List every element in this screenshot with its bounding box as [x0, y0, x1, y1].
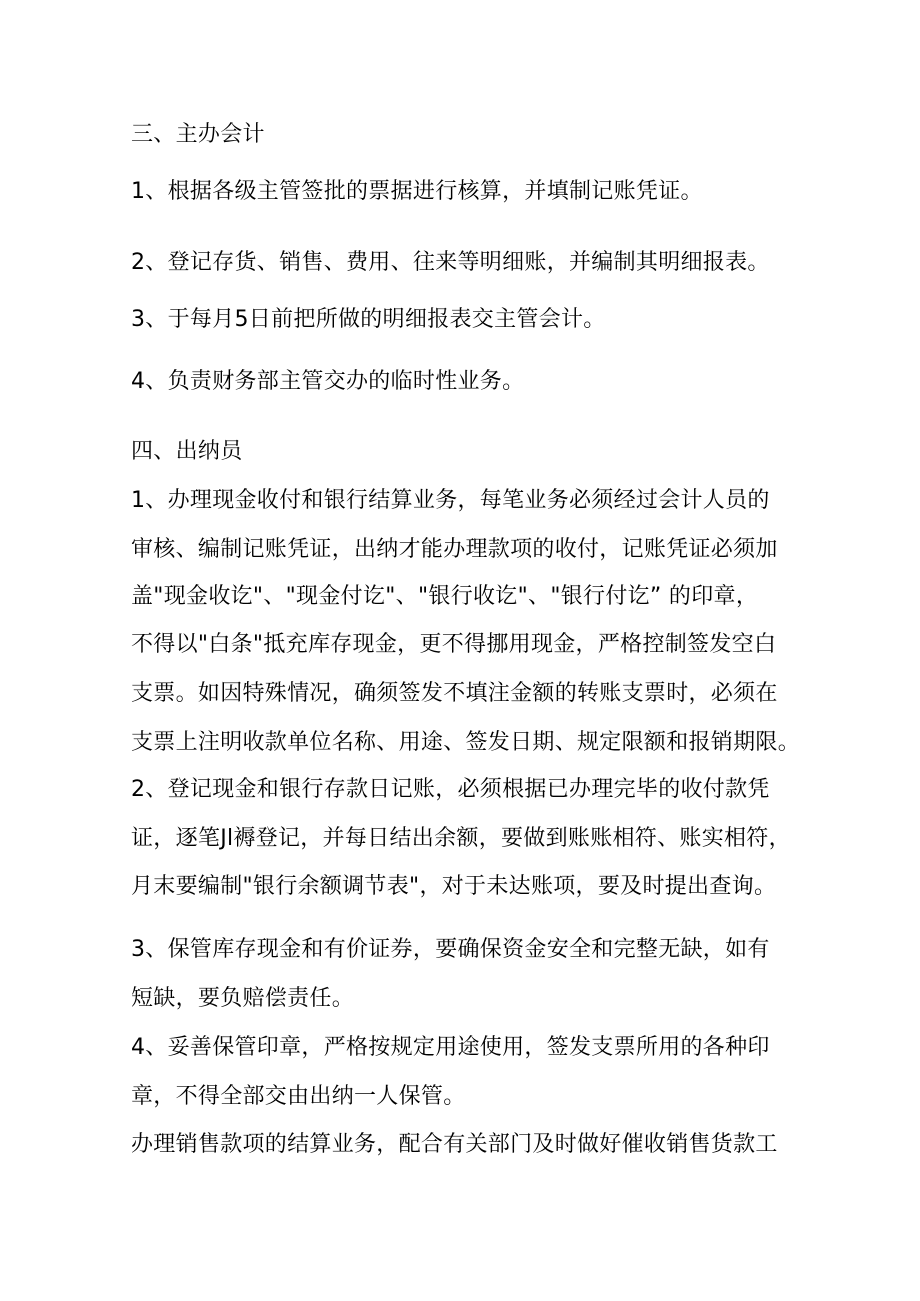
- section4-item1-line: 盖"现金收讫"、"现金付讫"、"银行收讫"、"银行付讫” 的印章，: [131, 584, 759, 609]
- section3-item-2: 2、登记存货、销售、费用、往来等明细账，并编制其明细报表。: [131, 250, 770, 275]
- section4-item2-line: 月末要编制"银行余额调节表"，对于未达账项，要及时提出查询。: [131, 874, 777, 899]
- section3-item-4: 4、负责财务部主管交办的临时性业务。: [131, 369, 525, 394]
- section4-item3-line: 短缺，要负赔偿责任。: [131, 986, 355, 1011]
- section4-item2-line: 2、登记现金和银行存款日记账，必须根据已办理完毕的收付款凭: [131, 777, 770, 802]
- section4-item1-line: 支票。如因特殊情况，确须签发不填注金额的转账支票时，必须在: [131, 681, 778, 706]
- section3-heading: 三、主办会计: [131, 122, 265, 147]
- section4-item4-line: 4、妥善保管印章，严格按规定用途使用，签发支票所用的各种印: [131, 1035, 770, 1060]
- section4-item2-line: 证，逐笔Jl褥登记，并每日结出余额，要做到账账相符、账实相符，: [131, 826, 791, 851]
- section4-heading: 四、出纳员: [131, 439, 243, 464]
- section4-item1-line: 不得以"白条"抵充库存现金，更不得挪用现金，严格控制签发空白: [131, 632, 777, 657]
- section4-item3-line: 3、保管库存现金和有价证券，要确保资金安全和完整无缺，如有: [131, 937, 770, 962]
- section4-item1-line: 审核、编制记账凭证，出纳才能办理款项的收付，记账凭证必须加: [131, 537, 778, 562]
- section3-item-3: 3、于每月5日前把所做的明细报表交主管会计。: [131, 307, 606, 332]
- section4-item4-line: 章，不得全部交由出纳一人保管。: [131, 1084, 466, 1109]
- section4-item1-line: 1、办理现金收付和银行结算业务，每笔业务必须经过会计人员的: [131, 488, 770, 513]
- section4-trailing-line: 办理销售款项的结算业务，配合有关部门及时做好催收销售货款工: [131, 1132, 778, 1157]
- section4-item1-line: 支票上注明收款单位名称、用途、签发日期、规定限额和报销期限。: [131, 730, 801, 755]
- section3-item-1: 1、根据各级主管签批的票据进行核算，并填制记账凭证。: [131, 179, 703, 204]
